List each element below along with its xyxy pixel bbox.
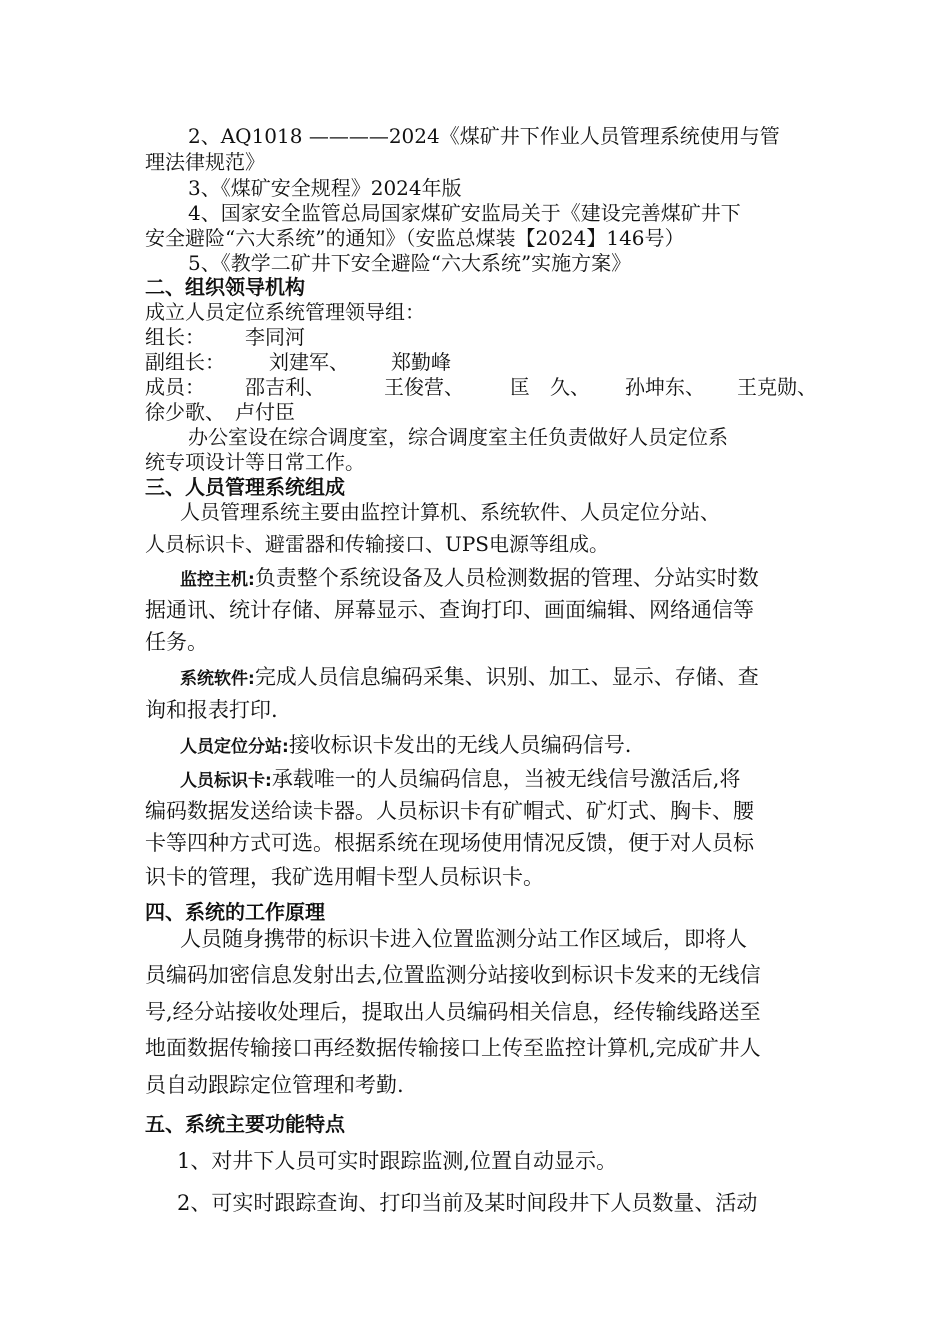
section-4-line1: 人员随身携带的标识卡进入位置监测分站工作区域后，即将人	[180, 927, 747, 951]
section-2-heading: 二、组织领导机构	[145, 275, 305, 299]
member-4: 孙坤东、	[625, 375, 705, 399]
host-line3: 任务。	[145, 630, 208, 654]
reference-3: 3、《煤矿安全规程》2024年版	[188, 176, 462, 200]
section-4-line5: 员自动跟踪定位管理和考勤.	[145, 1073, 404, 1097]
section-4-line3: 号,经分站接收处理后，提取出人员编码相关信息，经传输线路送至	[145, 1000, 761, 1024]
members-label: 成员：	[145, 375, 205, 399]
section-4-heading: 四、系统的工作原理	[145, 900, 325, 924]
host-line1	[180, 564, 759, 594]
deputy-row	[145, 349, 845, 375]
section-3-intro-line1: 人员管理系统主要由监控计算机、系统软件、人员定位分站、	[180, 500, 720, 524]
substation-text: 接收标识卡发出的无线人员编码信号.	[288, 733, 632, 757]
software-label: 系统软件:	[180, 669, 255, 689]
host-text: 负责整个系统设备及人员检测数据的管理、分站实时数	[254, 566, 759, 590]
host-line2: 据通讯、统计存储、屏幕显示、查询打印、画面编辑、网络通信等	[145, 598, 754, 622]
member-5: 王克勋、	[737, 375, 817, 399]
card-line2: 编码数据发送给读卡器。人员标识卡有矿帽式、矿灯式、胸卡、腰	[145, 799, 754, 823]
office-line-2: 统专项设计等日常工作。	[145, 450, 365, 474]
section-5-heading: 五、系统主要功能特点	[145, 1112, 345, 1136]
card-line3: 卡等四种方式可选。根据系统在现场使用情况反馈，便于对人员标	[145, 831, 754, 855]
section-4-line4: 地面数据传输接口再经数据传输接口上传至监控计算机,完成矿井人	[145, 1036, 761, 1060]
deputy-name-1: 刘建军、	[269, 350, 349, 374]
section-5-item1: 1、对井下人员可实时跟踪监测,位置自动显示。	[177, 1149, 618, 1173]
members-row	[145, 374, 835, 400]
member-2: 王俊营、	[384, 375, 464, 399]
software-line1	[180, 663, 759, 693]
substation-label: 人员定位分站:	[180, 737, 289, 757]
card-line1	[180, 765, 741, 795]
reference-4-line1: 4、国家安全监管总局国家煤矿安监局关于《建设完善煤矿井下	[188, 201, 741, 225]
section-2-intro: 成立人员定位系统管理领导组：	[145, 300, 425, 324]
card-line4: 识卡的管理，我矿选用帽卡型人员标识卡。	[145, 865, 544, 889]
deputy-label: 副组长：	[145, 350, 225, 374]
office-line-1: 办公室设在综合调度室，综合调度室主任负责做好人员定位系	[188, 425, 728, 449]
software-text: 完成人员信息编码采集、识别、加工、显示、存储、查	[254, 665, 759, 689]
leader-name: 李同河	[245, 325, 305, 349]
software-line2: 询和报表打印.	[145, 698, 278, 722]
card-label: 人员标识卡:	[180, 771, 272, 791]
section-5-item2: 2、可实时跟踪查询、打印当前及某时间段井下人员数量、活动	[177, 1191, 758, 1215]
leader-row	[145, 324, 845, 350]
section-3-heading: 三、人员管理系统组成	[145, 475, 345, 499]
leader-label: 组长：	[145, 325, 205, 349]
card-text: 承载唯一的人员编码信息，当被无线信号激活后,将	[271, 767, 741, 791]
member-1: 邵吉利、	[245, 375, 325, 399]
members-row-2: 徐少歌、 卢付臣	[145, 400, 295, 424]
deputy-name-2: 郑勤峰	[391, 350, 451, 374]
reference-2-line2: 理法律规范》	[145, 150, 265, 174]
reference-5: 5、《教学二矿井下安全避险“六大系统”实施方案》	[188, 251, 632, 275]
member-3: 匡 久、	[510, 375, 590, 399]
substation-line1	[180, 731, 632, 761]
reference-2-line1: 2、AQ1018 ————2024《煤矿井下作业人员管理系统使用与管	[188, 124, 780, 148]
section-4-line2: 员编码加密信息发射出去,位置监测分站接收到标识卡发来的无线信	[145, 963, 761, 987]
host-label: 监控主机:	[180, 570, 255, 590]
reference-4-line2: 安全避险“六大系统”的通知》（安监总煤装【2024】146号）	[145, 226, 685, 250]
section-3-intro-line2: 人员标识卡、避雷器和传输接口、UPS电源等组成。	[145, 532, 610, 556]
